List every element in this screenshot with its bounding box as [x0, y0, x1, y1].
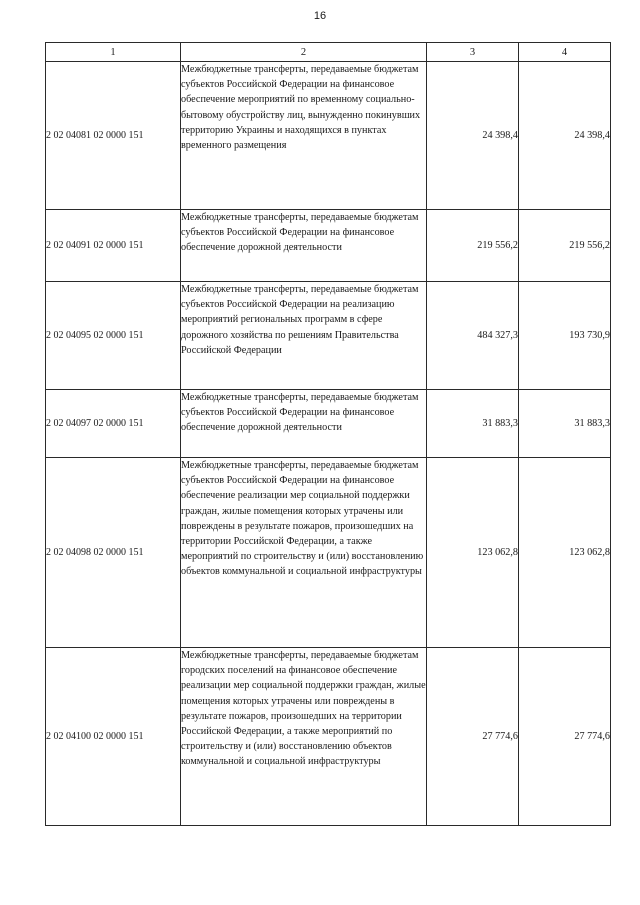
amount-cell-col3: 31 883,3 [427, 390, 519, 458]
description-cell: Межбюджетные трансферты, передаваемые бюджетам субъектов Российской Федерации на финансовое обеспечение реализации мер социальной поддержки граждан, жилые помещения которых утрачены или повреждены в результате пожаров, произошедших на территории Российской Федерации, а также мероприятий по строительству и (или) восстановлению объектов коммунальной и социальной инфраструктуры [181, 458, 427, 648]
table-row [46, 62, 611, 210]
table-row [46, 282, 611, 390]
table-row [46, 210, 611, 282]
description-cell: Межбюджетные трансферты, передаваемые бюджетам субъектов Российской Федерации на реализацию мероприятий региональных программ в сфере дорожного хозяйства по решениям Правительства Российской Федерации [181, 282, 427, 390]
amount-cell-col4: 123 062,8 [519, 458, 611, 648]
budget-code-cell: 2 02 04100 02 0000 151 [46, 648, 181, 826]
budget-code-cell: 2 02 04091 02 0000 151 [46, 210, 181, 282]
description-cell: Межбюджетные трансферты, передаваемые бюджетам субъектов Российской Федерации на финансовое обеспечение дорожной деятельности [181, 210, 427, 282]
amount-cell-col4: 24 398,4 [519, 62, 611, 210]
amount-cell-col4: 27 774,6 [519, 648, 611, 826]
description-cell: Межбюджетные трансферты, передаваемые бюджетам субъектов Российской Федерации на финансовое обеспечение мероприятий по временному социально-бытовому обустройству лиц, вынужденно покинувших территорию Украины и находящихся в пунктах временного размещения [181, 62, 427, 210]
amount-cell-col4: 219 556,2 [519, 210, 611, 282]
amount-cell-col3: 219 556,2 [427, 210, 519, 282]
column-header-3: 3 [427, 43, 519, 62]
amount-cell-col3: 484 327,3 [427, 282, 519, 390]
description-cell: Межбюджетные трансферты, передаваемые бюджетам городских поселений на финансовое обеспечение реализации мер социальной поддержки граждан, жилые помещения которых утрачены или повреждены в результате пожаров, произошедших на территории Российской Федерации, а также мероприятий по строительству и (или) восстановлению объектов коммунальной и социальной инфраструктуры [181, 648, 427, 826]
budget-code-cell: 2 02 04097 02 0000 151 [46, 390, 181, 458]
description-cell: Межбюджетные трансферты, передаваемые бюджетам субъектов Российской Федерации на финансовое обеспечение дорожной деятельности [181, 390, 427, 458]
budget-table [45, 42, 611, 826]
column-header-1: 1 [46, 43, 181, 62]
budget-code-cell: 2 02 04081 02 0000 151 [46, 62, 181, 210]
amount-cell-col3: 123 062,8 [427, 458, 519, 648]
amount-cell-col3: 27 774,6 [427, 648, 519, 826]
table-row [46, 458, 611, 648]
page-number: 16 [313, 10, 327, 22]
budget-code-cell: 2 02 04098 02 0000 151 [46, 458, 181, 648]
column-header-2: 2 [181, 43, 427, 62]
amount-cell-col3: 24 398,4 [427, 62, 519, 210]
column-header-4: 4 [519, 43, 611, 62]
budget-code-cell: 2 02 04095 02 0000 151 [46, 282, 181, 390]
amount-cell-col4: 193 730,9 [519, 282, 611, 390]
table-row [46, 648, 611, 826]
table-header-row [46, 43, 611, 62]
amount-cell-col4: 31 883,3 [519, 390, 611, 458]
table-row [46, 390, 611, 458]
